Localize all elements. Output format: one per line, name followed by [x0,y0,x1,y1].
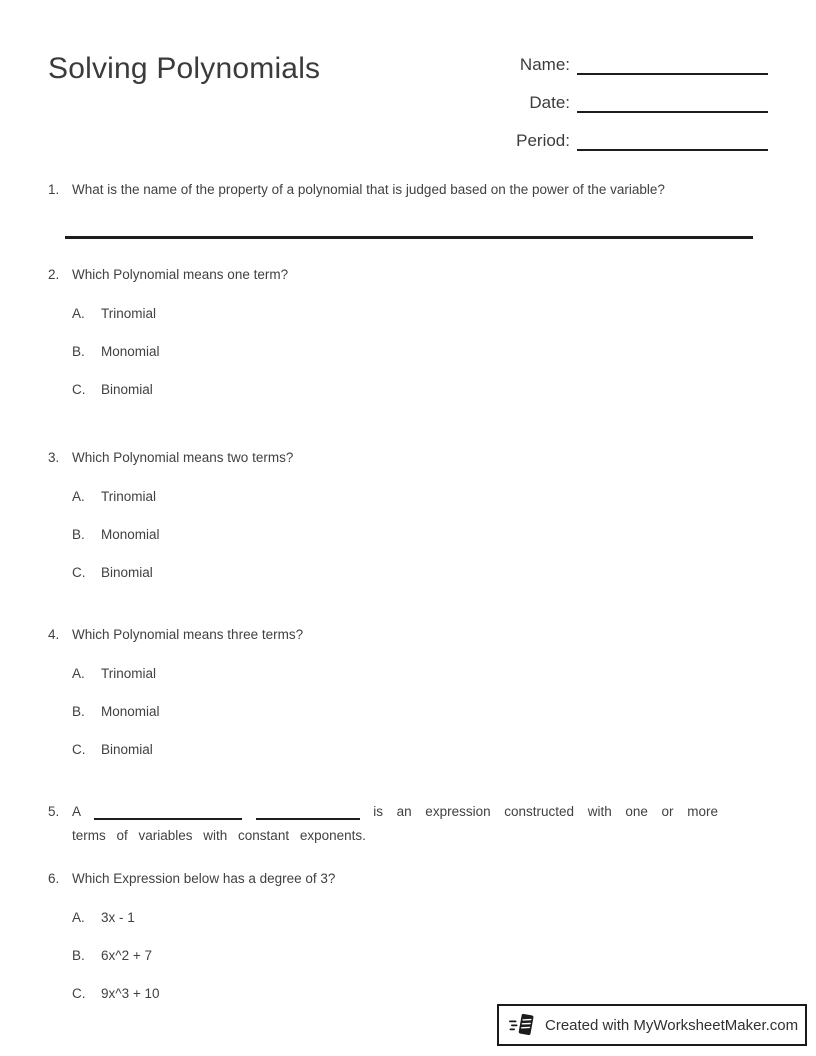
question-3-number: 3. [48,450,60,465]
question-6-option-b [72,947,768,964]
question-5-lead: A [72,804,81,819]
question-5-text [72,803,718,844]
option-text: Binomial [101,565,153,580]
question-6-option-a [72,909,768,926]
question-6-option-c [72,985,768,1002]
option-letter: B. [72,344,85,359]
option-text: Trinomial [101,666,157,681]
name-field [478,52,768,75]
option-text: Monomial [101,527,160,542]
question-3-text: Which Polynomial means two terms? [72,450,294,465]
option-text: Monomial [101,344,160,359]
option-text: Monomial [101,704,160,719]
footer-credit[interactable] [497,1004,807,1046]
question-4-text: Which Polynomial means three terms? [72,627,304,642]
period-field [478,128,768,151]
question-1-number: 1. [48,182,60,197]
question-6-text: Which Expression below has a degree of 3? [72,871,336,886]
question-6 [48,870,768,887]
option-text: 3x - 1 [101,910,135,925]
option-text: Trinomial [101,489,157,504]
option-letter: A. [72,489,85,504]
footer-credit-text: Created with MyWorksheetMaker.com [545,1016,799,1034]
option-letter: A. [72,666,85,681]
option-text: Binomial [101,742,153,757]
option-text: Trinomial [101,306,157,321]
option-text: 6x^2 + 7 [101,948,152,963]
question-4-option-c [72,741,768,758]
question-5-number: 5. [48,804,60,819]
question-6-number: 6. [48,871,60,886]
option-letter: A. [72,910,85,925]
question-5-line2: terms of variables with constant exponents. [72,828,366,843]
period-blank-line[interactable] [577,128,768,151]
question-2-option-b [72,343,768,360]
question-5-blank-2[interactable] [256,808,360,820]
question-1-answer-line[interactable] [65,236,753,239]
option-letter: B. [72,527,85,542]
question-2-option-c [72,381,768,398]
question-5 [48,803,768,844]
page-title: Solving Polynomials [48,52,321,85]
question-4 [48,626,768,643]
question-1-text: What is the name of the property of a polynomial that is judged based on the power of the variable? [72,182,665,197]
question-4-number: 4. [48,627,60,642]
date-label: Date: [529,93,570,112]
question-5-blank-1[interactable] [94,808,242,820]
question-2-text: Which Polynomial means one term? [72,267,289,282]
question-2-option-a [72,305,768,322]
option-letter: B. [72,704,85,719]
option-letter: C. [72,565,86,580]
question-3 [48,449,768,466]
question-3-option-c [72,564,768,581]
option-letter: A. [72,306,85,321]
period-label: Period: [516,131,570,150]
question-1 [48,181,768,198]
questions-area [0,181,816,1002]
option-text: Binomial [101,382,153,397]
date-field [478,90,768,113]
name-label: Name: [519,55,570,74]
question-4-option-b [72,703,768,720]
option-letter: C. [72,382,86,397]
name-blank-line[interactable] [577,52,768,75]
option-letter: C. [72,742,86,757]
question-3-option-b [72,526,768,543]
worksheet-header [0,0,816,166]
option-letter: B. [72,948,85,963]
option-letter: C. [72,986,86,1001]
flying-worksheet-icon [509,1011,537,1039]
question-2 [48,266,768,283]
question-4-option-a [72,665,768,682]
question-3-option-a [72,488,768,505]
question-5-line1: is an expression constructed with one or more [373,804,718,819]
student-info-fields [478,52,768,166]
question-2-number: 2. [48,267,60,282]
option-text: 9x^3 + 10 [101,986,160,1001]
date-blank-line[interactable] [577,90,768,113]
